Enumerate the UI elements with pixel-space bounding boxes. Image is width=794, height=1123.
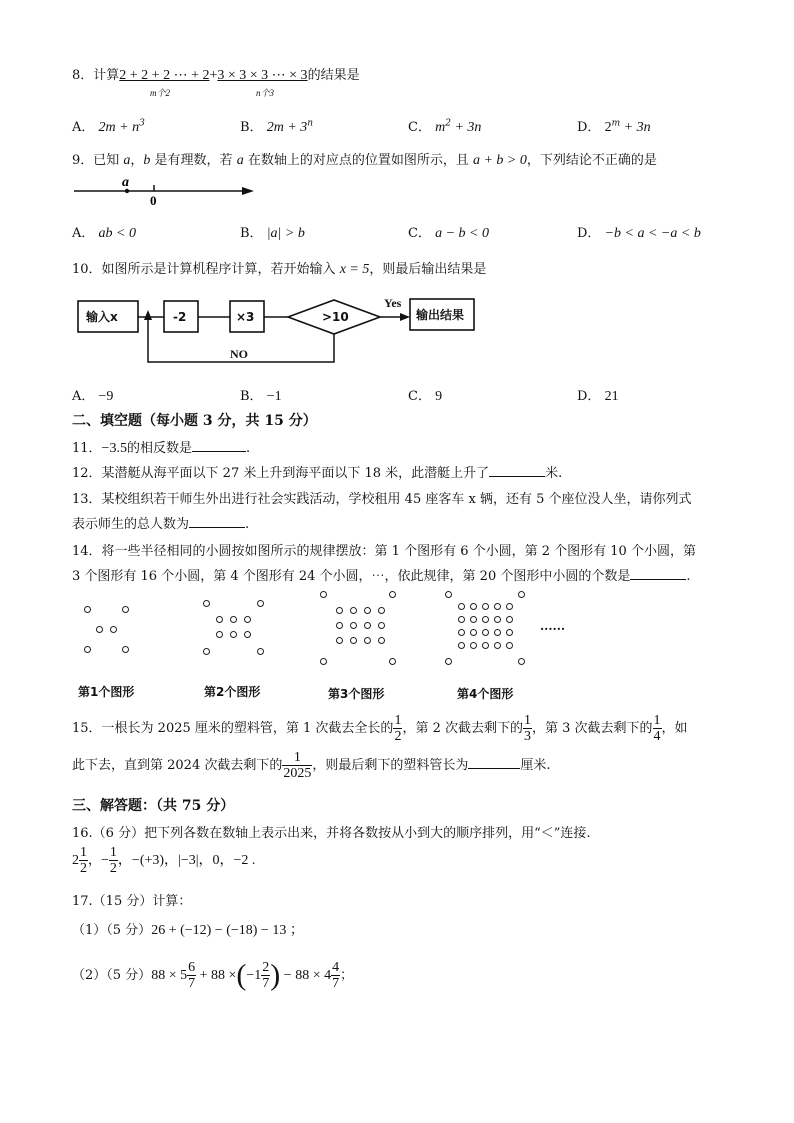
q8-prod-note: n个3 — [256, 88, 275, 98]
section-3-heading: 三、解答题：（共 75 分） — [72, 798, 235, 814]
q15-frac-1-4: $\frac{1}{4}$ — [653, 713, 661, 744]
q8-sum-note: m个2 — [150, 88, 170, 98]
q9-option-d: D． −b < a < −a < b — [577, 226, 701, 241]
q9-option-b: B． |a| > b — [240, 226, 305, 241]
q8-option-b: B． $2m + 3^n$ — [240, 118, 314, 135]
q14-blank — [630, 579, 686, 580]
q16-stem: 16.（6 分）把下列各数在数轴上表示出来，并将各数按从小到大的顺序排列，用“＜”连接. — [72, 826, 591, 841]
q9-axis-a: a — [122, 175, 129, 190]
q9-stem: 9．已知 a，b 是有理数，若 a 在数轴上的对应点的位置如图所示，且 a + b > 0，下列结论不正确的是 — [72, 153, 657, 168]
q15-frac-1-2: $\frac{1}{2}$ — [394, 713, 402, 744]
q14-line1: 14．将一些半径相同的小圆按如图所示的规律摆放：第 1 个图形有 6 个小圆，第 2 个图形有 10 个小圆，第 — [72, 544, 696, 559]
q10-option-b: B． −1 — [240, 389, 282, 404]
q16-numbers: 2 $\frac{1}{2}$ ，− $\frac{1}{2}$ ，−(+3)，|−3|，0，−2 . — [72, 845, 256, 876]
flow-output-label: 输出结果 — [416, 308, 465, 322]
q14-fig-label-1: 第1个图形 — [78, 685, 135, 699]
q9-option-c: C． a − b < 0 — [408, 226, 489, 241]
q14-line2: 3 个图形有 16 个小圆，第 4 个图形有 24 个小圆，⋯，依此规律，第 20 个图形中小圆的个数是 . — [72, 569, 691, 584]
q12: 12．某潜艇从海平面以下 27 米上升到海平面以下 18 米，此潜艇上升了 米. — [72, 466, 563, 481]
q8-option-c: C． $m^2 + 3n$ — [408, 118, 482, 135]
flow-minus-label: -2 — [173, 310, 187, 324]
q8-prod-expr: 3 × 3 × 3 ⋯ × 3 — [217, 68, 308, 83]
q8-stem: 8．计算2 + 2 + 2 ⋯ + 2+3 × 3 × 3 ⋯ × 3的结果是 — [72, 68, 360, 83]
q15-line2: 此下去，直到第 2024 次截去剩下的 $\frac{1}{2025}$ ，则最后剩下的塑料管长为 厘米. — [72, 750, 551, 781]
q13-blank — [189, 527, 245, 528]
q10-option-c: C． 9 — [408, 389, 443, 404]
q14-fig-label-3: 第3个图形 — [328, 687, 385, 701]
flow-no-label: NO — [230, 347, 248, 361]
q9-number-line — [72, 172, 256, 208]
q8-option-d: D． $2^m + 3n$ — [577, 118, 651, 135]
q10-option-d: D． 21 — [577, 389, 619, 404]
q15-blank — [468, 768, 520, 769]
q14-fig-label-2: 第2个图形 — [204, 685, 261, 699]
q9-option-a: A． ab < 0 — [72, 226, 136, 241]
q12-blank — [489, 476, 545, 477]
q9-axis-zero: 0 — [150, 193, 157, 208]
flow-times-label: ×3 — [236, 310, 255, 324]
q10-flowchart — [72, 290, 492, 370]
q8-sum-expr: 2 + 2 + 2 ⋯ + 2 — [119, 68, 210, 83]
flow-yes-label: Yes — [384, 296, 402, 310]
section-2-heading: 二、填空题（每小题 3 分，共 15 分） — [72, 413, 317, 429]
q10-stem: 10．如图所示是计算机程序计算，若开始输入 x = 5，则最后输出结果是 — [72, 262, 487, 277]
q17-part2: （2）（5 分）88 × 5 $\frac{6}{7}$ + 88 ×(−1 $\frac{2}{7}$ ) − 88 × 4 $\frac{4}{7}$ ； — [72, 958, 354, 992]
q14-fig-label-4: 第4个图形 — [457, 687, 514, 701]
q13-line2: 表示师生的总人数为 . — [72, 517, 250, 532]
q13-line1: 13．某校组织若干师生外出进行社会实践活动，学校租用 45 座客车 x 辆，还有 5 个座位没人坐，请你列式 — [72, 492, 692, 507]
q17-part1: （1）（5 分）26 + (−12) − (−18) − 13 ； — [72, 923, 304, 938]
q10-option-a: A． −9 — [72, 389, 114, 404]
q14-ellipsis: ...... — [540, 619, 566, 633]
q11: 11．−3.5的相反数是 . — [72, 441, 251, 456]
q15-line1: 15．一根长为 2025 厘米的塑料管，第 1 次截去全长的 $\frac{1}{2}$ ，第 2 次截去剩下的 $\frac{1}{3}$ ，第 3 次截去剩下的 $\frac{1}{4}$ ，如 — [72, 713, 688, 744]
q15-frac-1-3: $\frac{1}{3}$ — [523, 713, 531, 744]
flow-compare-label: >10 — [322, 310, 349, 324]
flow-input-label: 输入x — [86, 310, 118, 324]
q17-stem: 17.（15 分）计算： — [72, 894, 192, 909]
q11-blank — [192, 451, 246, 452]
q8-option-a: A． $2m + n^3$ — [72, 118, 145, 135]
q15-frac-1-2025: $\frac{1}{2025}$ — [283, 750, 312, 781]
